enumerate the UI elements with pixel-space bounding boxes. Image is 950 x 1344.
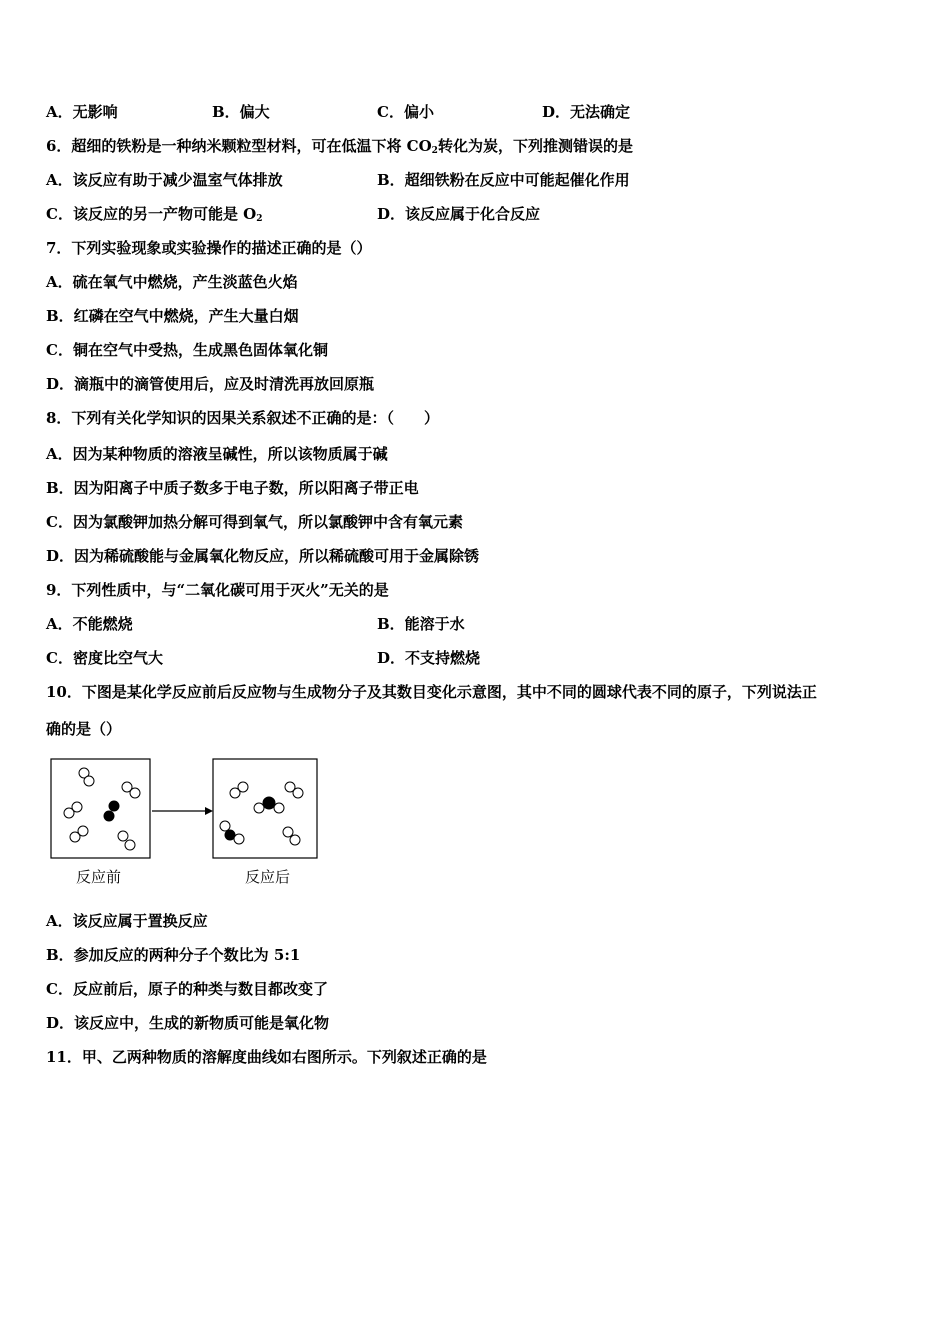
q7-option-b: B．红磷在空气中燃烧，产生大量白烟 [46,307,299,325]
q9-stem: 9．下列性质中，与“二氧化碳可用于灭火”无关的是 [46,581,389,599]
after-molecules [220,782,303,845]
q8-option-d: D．因为稀硫酸能与金属氧化物反应，所以稀硫酸可用于金属除锈 [46,547,480,565]
q11-stem: 11．甲、乙两种物质的溶解度曲线如右图所示。下列叙述正确的是 [46,1048,487,1066]
q10-stem-line2: 确的是（） [46,720,122,738]
q9-option-d: D．不支持燃烧 [377,649,481,667]
q8-stem: 8．下列有关化学知识的因果关系叙述不正确的是：（ ） [46,409,439,427]
q7-option-a: A．硫在氧气中燃烧，产生淡蓝色火焰 [46,273,298,291]
q6-option-c: C．该反应的另一产物可能是 $O_2$ [46,205,263,224]
q10-option-b: B．参加反应的两种分子个数比为 5:1 [46,946,301,964]
q7-stem: 7．下列实验现象或实验操作的描述正确的是（） [46,239,372,257]
reaction-diagram [48,756,338,895]
q5-option-b: B．偏大 [212,103,270,121]
q9-option-c: C．密度比空气大 [46,649,163,667]
q10-option-a: A．该反应属于置换反应 [46,912,208,930]
before-molecules [64,768,140,850]
q5-option-c: C．偏小 [377,103,434,121]
q9-option-a: A．不能燃烧 [46,615,133,633]
q9-option-b: B．能溶于水 [377,615,465,633]
q10-option-d: D．该反应中，生成的新物质可能是氧化物 [46,1014,330,1032]
q8-option-c: C．因为氯酸钾加热分解可得到氧气，所以氯酸钾中含有氧元素 [46,513,463,531]
q5-option-a: A．无影响 [46,103,118,121]
q7-option-d: D．滴瓶中的滴管使用后，应及时清洗再放回原瓶 [46,375,375,393]
q10-option-c: C．反应前后，原子的种类与数目都改变了 [46,980,328,998]
q6-option-d: D．该反应属于化合反应 [377,205,541,223]
q7-option-c: C．铜在空气中受热，生成黑色固体氧化铜 [46,341,328,359]
q6-stem: 6．超细的铁粉是一种纳米颗粒型材料，可在低温下将 $CO_2$转化为炭，下列推测错误的是 [46,137,633,156]
q6-option-a: A．该反应有助于减少温室气体排放 [46,171,283,189]
caption-before: 反应前 [76,868,122,886]
after-box [213,759,317,858]
q8-option-a: A．因为某种物质的溶液呈碱性，所以该物质属于碱 [46,445,388,463]
q6-option-b: B．超细铁粉在反应中可能起催化作用 [377,171,630,189]
q8-option-b: B．因为阳离子中质子数多于电子数，所以阳离子带正电 [46,479,419,497]
reaction-arrow-head [205,807,213,815]
q5-option-d: D．无法确定 [542,103,631,121]
caption-after: 反应后 [245,868,291,886]
q10-stem-line1: 10．下图是某化学反应前后反应物与生成物分子及其数目变化示意图，其中不同的圆球代表不同的原子，下列说法正 [46,683,817,701]
